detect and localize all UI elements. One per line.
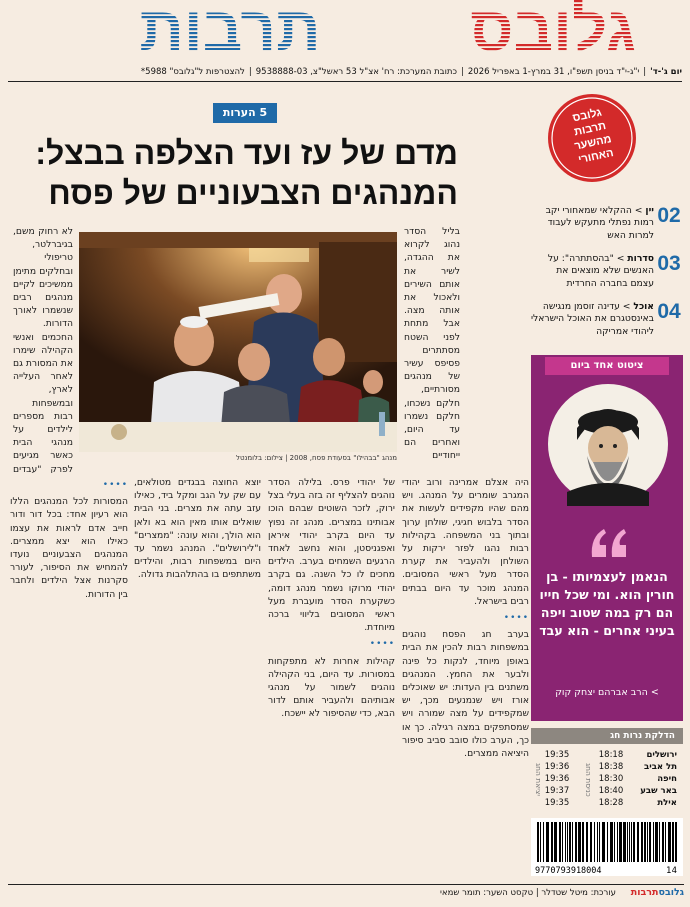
article-column-b <box>13 225 73 473</box>
barcode-bar <box>572 822 573 862</box>
candle-time-in: 18:38 <box>598 762 624 772</box>
masthead <box>0 0 690 60</box>
barcode-bar <box>631 822 632 862</box>
barcode-bar <box>578 822 581 862</box>
article-column-3 <box>134 476 261 876</box>
barcode-bar <box>607 822 608 862</box>
article-column-4 <box>10 476 128 876</box>
candle-time-out: 19:36 <box>544 774 570 784</box>
article-text: בליל הסדר נהוג לקרוא את ההגדה, לשיר את אותם השירים ולאכול את אותה מצה. אבל מתחת לפני השטח מסתתרים פסיפס עשיר של מנהגים מסורתיים, חלקם נשכחו, חלקם נשמרו עד היום, ואחרים הם ייחודיים <box>404 226 460 462</box>
barcode-issue: 14 <box>666 866 677 876</box>
toc-page-number: 04 <box>657 300 681 323</box>
article-column-a <box>404 225 460 465</box>
article-text: המסורות לכל המנהגים הללו הוא רעיון אחד: בכל דור ודור חייב אדם לראות את עצמו כאילו הוא יצא ממצרים. המנהגים הצבעוניים נועדו להמחיש את הסיפור, לעורר סקרנות אצל הילדים ולחבר בין הדורות. <box>10 496 128 600</box>
candle-label-out: יציאת החג <box>534 763 543 797</box>
masthead-title-tarbut: תרבות <box>139 0 321 60</box>
candle-label-in: כניסת החג <box>584 763 593 797</box>
toc-page-number: 03 <box>657 252 681 275</box>
section-tag: 5 הערות <box>213 103 277 123</box>
candle-time-out: 19:37 <box>544 786 570 796</box>
candle-time-out: 19:35 <box>544 750 570 760</box>
dateline: יום ג'-ד'|י"ג-י"ד בניסן תשפ"ו, 31 במרץ-1 באפריל 2026|כתובת המערכת: רח' אצ"ל 53 ראשל"צ, 9538888-03|להצטרפות ל"גלובס" 5988* <box>8 64 682 82</box>
quote-heading: ציטוט אחד ביום <box>545 357 669 375</box>
barcode-bar <box>655 822 658 862</box>
barcode-bar <box>599 822 600 862</box>
barcode-bar <box>575 822 577 862</box>
photo-caption: מנהג "בבהילו" בסעודת פסח, 2008 | צילום: בלומנטל <box>236 454 397 462</box>
quote-author-name: הרב אברהם יצחק קוק <box>555 687 648 698</box>
footer-credits: עורכת: מיטל שטדלר | טקסט השער: תומר שמאי <box>440 888 616 898</box>
badge-line-2: תרבות <box>573 119 608 139</box>
barcode-number: 9770793918004 <box>535 866 602 876</box>
toc-kicker: סדרות <box>627 253 654 264</box>
masthead-title-globes: גלובס <box>470 0 636 60</box>
candle-lighting-table <box>531 746 683 812</box>
dateline-date: י"ג-י"ד בניסן תשפ"ו, 31 במרץ-1 באפריל 2026 <box>467 67 640 77</box>
barcode-bar <box>629 822 630 862</box>
barcode-bar <box>637 822 639 862</box>
barcode-bar <box>649 822 651 862</box>
toc-text: אוכל > עדינה זוסמן מנגישה באינסטגרם את האוכל הישראלי ליהודי אמריקה <box>530 301 654 337</box>
article-text: היה אצלם אמרינה ורוב יהודי המגרב שומרים על המנהג. ויש מהם שהיו מקפידים לעשות את הסדר בלבוש חגיגי, שולחן ערוך ובתוך בני המשפחה. בקהילות רבות נהגו לפזר ירקות על השולחן ולהעביר את קערת הסדר מעל ראשי המסובים. המנהג מוכר עד היום בבתים רבים בישראל. <box>402 477 529 607</box>
barcode-bar <box>644 822 646 862</box>
candle-city: באר שבע <box>640 786 677 796</box>
barcode-bar <box>602 822 605 862</box>
candle-lighting-heading: הדלקת נרות חג <box>531 728 683 744</box>
candle-time-in: 18:18 <box>598 750 624 760</box>
article-text: יוצא החוצה בבגדים מטולאים, עם שק על הגב ומקל ביד, כאילו עזב עתה את מצרים. בני הבית שואלים אותו מאין הוא בא ולאן הוא הולך, והוא עונה: "ממצרים" ו"לירושלים". המנהג נשמר עד היום במשפחות רבות, והילדים משתתפים בו בהתלהבות גדולה. <box>134 477 261 581</box>
dateline-address: כתובת המערכת: רח' אצ"ל 53 ראשל"צ, 9538888-03 <box>255 67 457 77</box>
barcode-bar <box>565 822 566 862</box>
barcode-bar <box>537 822 539 862</box>
candle-time-in: 18:28 <box>598 798 624 808</box>
candle-city: ירושלים <box>646 750 677 760</box>
barcode-bar <box>675 822 677 862</box>
badge-line-1: גלובס <box>571 106 603 125</box>
candle-city: חיפה <box>657 774 677 784</box>
toc-item[interactable] <box>530 204 682 246</box>
barcode-bar <box>623 822 626 862</box>
dateline-issue: יום ג'-ד' <box>650 67 682 77</box>
barcode-bar <box>672 822 674 862</box>
toc-description: עדינה זוסמן מנגישה באינסטגרם את האוכל הישראלי ליהודי אמריקה <box>530 301 654 337</box>
footer-brand-globes: גלובס <box>658 887 684 898</box>
candle-city: תל אביב <box>644 762 677 772</box>
article-text: בערב חג הפסח נוהגים במשפחות רבות להכין את הבית באופן מיוחד, לנקות כל פינה ולבער את החמץ. המנהגים משתנים בין העדות: יש שאוכלים אורז ויש שנמנעים מכך, יש שמקפידים על מצה שמורה ויש שמסתפקים במצה רגילה. כך או כך, הערב כולו סובב סביב סיפור היציאה ממצרים. <box>402 629 529 760</box>
barcode-bar <box>662 822 664 862</box>
barcode-bar <box>554 822 557 862</box>
toc-item[interactable] <box>530 300 682 342</box>
footer-brand-tarbut: תרבות <box>630 887 659 898</box>
barcode-bar <box>633 822 635 862</box>
toc-item[interactable] <box>530 252 682 294</box>
section-dots: •••• <box>102 480 128 490</box>
toc-text: יין > ההקלאי שמאחורי יקב רמות נפתלי מתעקש לעבוד למרות האש <box>545 205 654 241</box>
article-text: של יהודי פרס. בלילה הסדר נוהגים להצליף זה בזה בעלי בצל ירוק, לזכר השוטים שבהם הוכו אבותינו במצרים. מנהג זה נפוץ עד היום בקרב יהודי איראן ואפגניסטן, והוא נחשב לאחד הרגעים השמחים בערב. הילדים מחכים לו כל השנה. גם בקרב יהודי מרוקו נשמר מנהג דומה, כשקערת הסדר מועברת מעל ראשי המסובים בליווי ברכה מיוחדת. <box>268 477 395 634</box>
toc-description: ההקלאי שמאחורי יקב רמות נפתלי מתעקש לעבוד למרות האש <box>545 205 654 241</box>
barcode-bar <box>551 822 553 862</box>
footer-brand <box>631 885 684 901</box>
masthead-logo <box>0 0 690 60</box>
barcode-bar <box>617 822 618 862</box>
article-column-2 <box>268 476 395 876</box>
toc-kicker: יין <box>645 205 654 216</box>
barcode-bar <box>641 822 643 862</box>
candle-time-in: 18:40 <box>598 786 624 796</box>
section-dots: •••• <box>503 613 529 624</box>
rabbi-portrait-illustration <box>547 382 669 506</box>
barcode-bar <box>659 822 660 862</box>
barcode-bar <box>546 822 549 862</box>
barcode-bar <box>653 822 654 862</box>
article-photo <box>79 232 397 452</box>
headline-line-2: המנהגים הצבעוניים של פסח <box>48 175 458 211</box>
barcode-bar <box>569 822 571 862</box>
back-cover-badge <box>546 92 638 184</box>
headline-line-1: מדם של עז ועד הצלפה בבצל: <box>35 135 458 171</box>
barcode-bar <box>562 822 563 862</box>
toc-kicker: אוכל <box>633 301 654 312</box>
barcode-bar <box>619 822 622 862</box>
article-text: קהילות אחרות לא מתפקחות במסורות. עד היום, בני הקהילה נוהגים לשמור על מנהגי אבותיהם ולהעביר אותם לדור הבא, כדי שהסיפור לא יישכח. <box>268 655 395 720</box>
barcode-bar <box>540 822 541 862</box>
toc-page-number: 02 <box>657 204 681 227</box>
barcode-bar <box>586 822 588 862</box>
candle-city: אילת <box>657 798 677 808</box>
candle-time-in: 18:30 <box>598 774 624 784</box>
quote-text: הנאמן לעצמיותו - בן חורין הוא. ומי שכל חייו הם רק במה שטוב ויפה בעיני אחרים - הוא עבד <box>539 569 675 638</box>
barcode-bar <box>665 822 666 862</box>
barcode-bar <box>590 822 592 862</box>
barcode-bar <box>582 822 584 862</box>
barcode-bar <box>559 822 561 862</box>
barcode-bar <box>597 822 598 862</box>
barcode-bar <box>610 822 613 862</box>
article-text: לא רחוק משם, בגיברלטר, טריפולי ובחלקים מתימן ממשיכים לקיים מנהגים רבים שנשמרו לאורך הדורות. החכמים ואנשי הקהילה שימרו את המסורת גם לאחר העלייה לארץ, ובמשפחות רבות מספרים לילדים על מנהגי הבית כאשר מגיעים לפרק "עבדים <box>13 226 73 473</box>
badge-line-3: מהשער <box>573 133 613 153</box>
quote-mark-icon <box>588 523 630 559</box>
footer <box>8 884 684 900</box>
barcode-bar <box>543 822 544 862</box>
dateline-subscribe: להצטרפות ל"גלובס" 5988* <box>140 67 245 77</box>
barcode <box>531 818 683 876</box>
barcode-bar <box>594 822 595 862</box>
article-column-1 <box>402 476 529 876</box>
candle-time-out: 19:35 <box>544 798 570 808</box>
barcode-bar <box>647 822 648 862</box>
barcode-bar <box>627 822 628 862</box>
badge-line-4: האחורי <box>577 147 615 167</box>
section-dots: •••• <box>369 639 395 650</box>
toc-description: "בהסתתרה": על האנשים שלא מוצאים את עצמם בחברה החרדית <box>547 253 654 289</box>
barcode-bar <box>614 822 615 862</box>
quote-author: > הרב אברהם יצחק קוק <box>555 687 659 698</box>
toc-text: סדרות > "בהסתתרה": על האנשים שלא מוצאים את עצמם בחברה החרדית <box>547 253 654 289</box>
barcode-bar <box>567 822 568 862</box>
candle-time-out: 19:36 <box>544 762 570 772</box>
barcode-bar <box>668 822 671 862</box>
